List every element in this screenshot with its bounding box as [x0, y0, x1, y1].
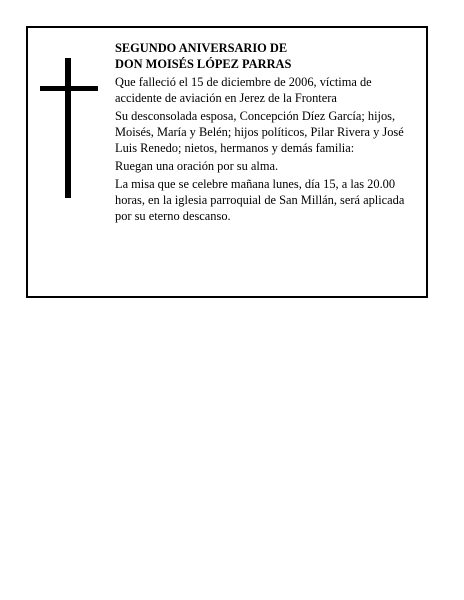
- family-paragraph: Su desconsolada esposa, Concepción Díez García; hijos, Moisés, María y Belén; hijos políticos, Pilar Rivera y José Luis Renedo; nietos, hermanos y demás familia:: [115, 109, 404, 155]
- prayer-request-paragraph: Ruegan una oración por su alma.: [115, 159, 279, 173]
- cross-vertical-bar: [65, 58, 71, 198]
- heading-line-1: SEGUNDO ANIVERSARIO DE: [115, 41, 288, 55]
- death-details-paragraph: Que falleció el 15 de diciembre de 2006, víctima de accidente de aviación en Jerez de la Frontera: [115, 75, 372, 105]
- mass-details-paragraph: La misa que se celebre mañana lunes, día 15, a las 20.00 horas, en la iglesia parroquial de San Millán, será aplicada por su eterno descanso.: [115, 177, 405, 223]
- latin-cross-icon: [40, 58, 98, 198]
- obituary-notice: [26, 26, 428, 298]
- notice-text: [115, 40, 417, 224]
- heading-line-2: DON MOISÉS LÓPEZ PARRAS: [115, 57, 292, 71]
- cross-horizontal-bar: [40, 86, 98, 91]
